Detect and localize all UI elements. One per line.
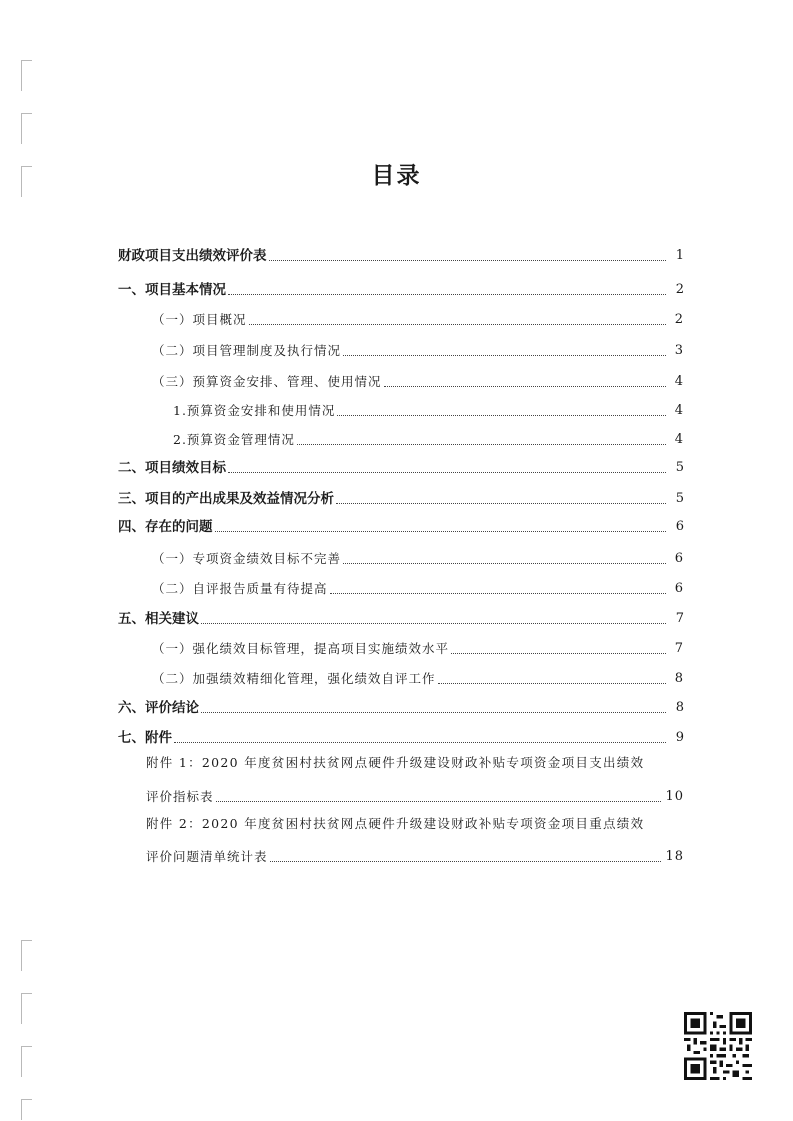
toc-entry-label: （二）项目管理制度及执行情况	[152, 343, 342, 358]
toc-page-number: 7	[675, 611, 684, 626]
toc-entry[interactable]	[152, 369, 684, 391]
toc-entry[interactable]	[152, 546, 684, 568]
toc-leader	[337, 414, 666, 416]
attachment-title-line: 附件 2：2020 年度贫困村扶贫网点硬件升级建设财政补贴专项资金项目重点绩效	[146, 816, 645, 831]
toc-page-number: 5	[675, 491, 684, 506]
toc-entry[interactable]	[118, 243, 684, 265]
toc-leader	[270, 860, 662, 862]
toc-entry-label: 四、存在的问题	[118, 519, 213, 535]
toc-entry[interactable]	[173, 427, 684, 449]
toc-entry-label: 三、项目的产出成果及效益情况分析	[118, 491, 334, 507]
toc-leader	[438, 682, 666, 684]
toc-page-number: 3	[674, 343, 684, 358]
toc-entry-label: 1.预算资金安排和使用情况	[173, 403, 336, 418]
toc-leader	[174, 741, 666, 743]
toc-leader	[228, 471, 666, 473]
toc-leader	[343, 562, 666, 564]
toc-entry-label: （二）加强绩效精细化管理，强化绩效自评工作	[152, 671, 436, 686]
toc-leader	[330, 592, 666, 594]
toc-leader	[201, 622, 666, 624]
toc-entry-label: 财政项目支出绩效评价表	[118, 248, 267, 264]
toc-page-number: 7	[674, 641, 684, 656]
toc-leader	[249, 323, 666, 325]
toc-entry[interactable]	[118, 695, 684, 717]
toc-entry[interactable]	[118, 514, 684, 536]
toc-page-number: 2	[675, 282, 684, 297]
toc-entry[interactable]	[118, 486, 684, 508]
toc-entry-label: （一）强化绩效目标管理，提高项目实施绩效水平	[152, 641, 450, 656]
toc-entry-label: 一、项目基本情况	[118, 282, 226, 298]
toc-entry[interactable]	[152, 636, 684, 658]
toc-entry-label: 二、项目绩效目标	[118, 460, 226, 476]
toc-page-number: 6	[674, 551, 684, 566]
toc-entry[interactable]	[118, 725, 684, 747]
toc-page-number: 10	[665, 789, 684, 804]
attachment-title-line: 附件 1：2020 年度贫困村扶贫网点硬件升级建设财政补贴专项资金项目支出绩效	[146, 755, 645, 770]
toc-leader	[451, 652, 666, 654]
toc-page-number: 8	[674, 671, 684, 686]
toc-entry[interactable]	[146, 844, 684, 866]
toc-entry-label: 六、评价结论	[118, 700, 199, 716]
toc-leader	[216, 800, 662, 802]
toc-entry[interactable]	[173, 398, 684, 420]
toc-entry-label: 评价问题清单统计表	[146, 849, 268, 864]
toc-entry-label: 七、附件	[118, 730, 172, 746]
toc-page-number: 8	[675, 700, 684, 715]
toc-entry-label: （三）预算资金安排、管理、使用情况	[152, 374, 382, 389]
toc-page-number: 4	[674, 374, 684, 389]
toc-entry[interactable]	[118, 455, 684, 477]
toc-entry-label: 评价指标表	[146, 789, 214, 804]
toc-page-number: 1	[675, 248, 684, 263]
toc-leader	[336, 502, 666, 504]
toc-leader	[228, 293, 666, 295]
toc-entry-label: （一）专项资金绩效目标不完善	[152, 551, 342, 566]
toc-entry[interactable]	[152, 338, 684, 360]
toc-leader	[384, 385, 666, 387]
page-title: 目录	[371, 163, 422, 189]
qr-code-icon	[684, 1012, 752, 1080]
toc-entry-label: （一）项目概况	[152, 312, 247, 327]
toc-page-number: 2	[674, 312, 684, 327]
toc-page-number: 6	[674, 581, 684, 596]
toc-entry[interactable]	[118, 277, 684, 299]
toc-leader	[343, 354, 666, 356]
toc-leader	[297, 443, 666, 445]
toc-entry-label: （二）自评报告质量有待提高	[152, 581, 328, 596]
toc-entry[interactable]	[118, 606, 684, 628]
toc-entry[interactable]	[146, 784, 684, 806]
toc-page-number: 4	[674, 432, 684, 447]
toc-page-number: 18	[665, 849, 684, 864]
toc-leader	[201, 711, 666, 713]
toc-page-number: 4	[674, 403, 684, 418]
toc-page-number: 5	[675, 460, 684, 475]
toc-entry[interactable]	[152, 666, 684, 688]
toc-page-number: 6	[675, 519, 684, 534]
toc-entry[interactable]	[152, 576, 684, 598]
toc-entry-label: 五、相关建议	[118, 611, 199, 627]
toc-entry[interactable]	[152, 307, 684, 329]
toc-leader	[269, 259, 667, 261]
toc-page-number: 9	[675, 730, 684, 745]
toc-leader	[215, 530, 667, 532]
toc-entry-label: 2.预算资金管理情况	[173, 432, 295, 447]
